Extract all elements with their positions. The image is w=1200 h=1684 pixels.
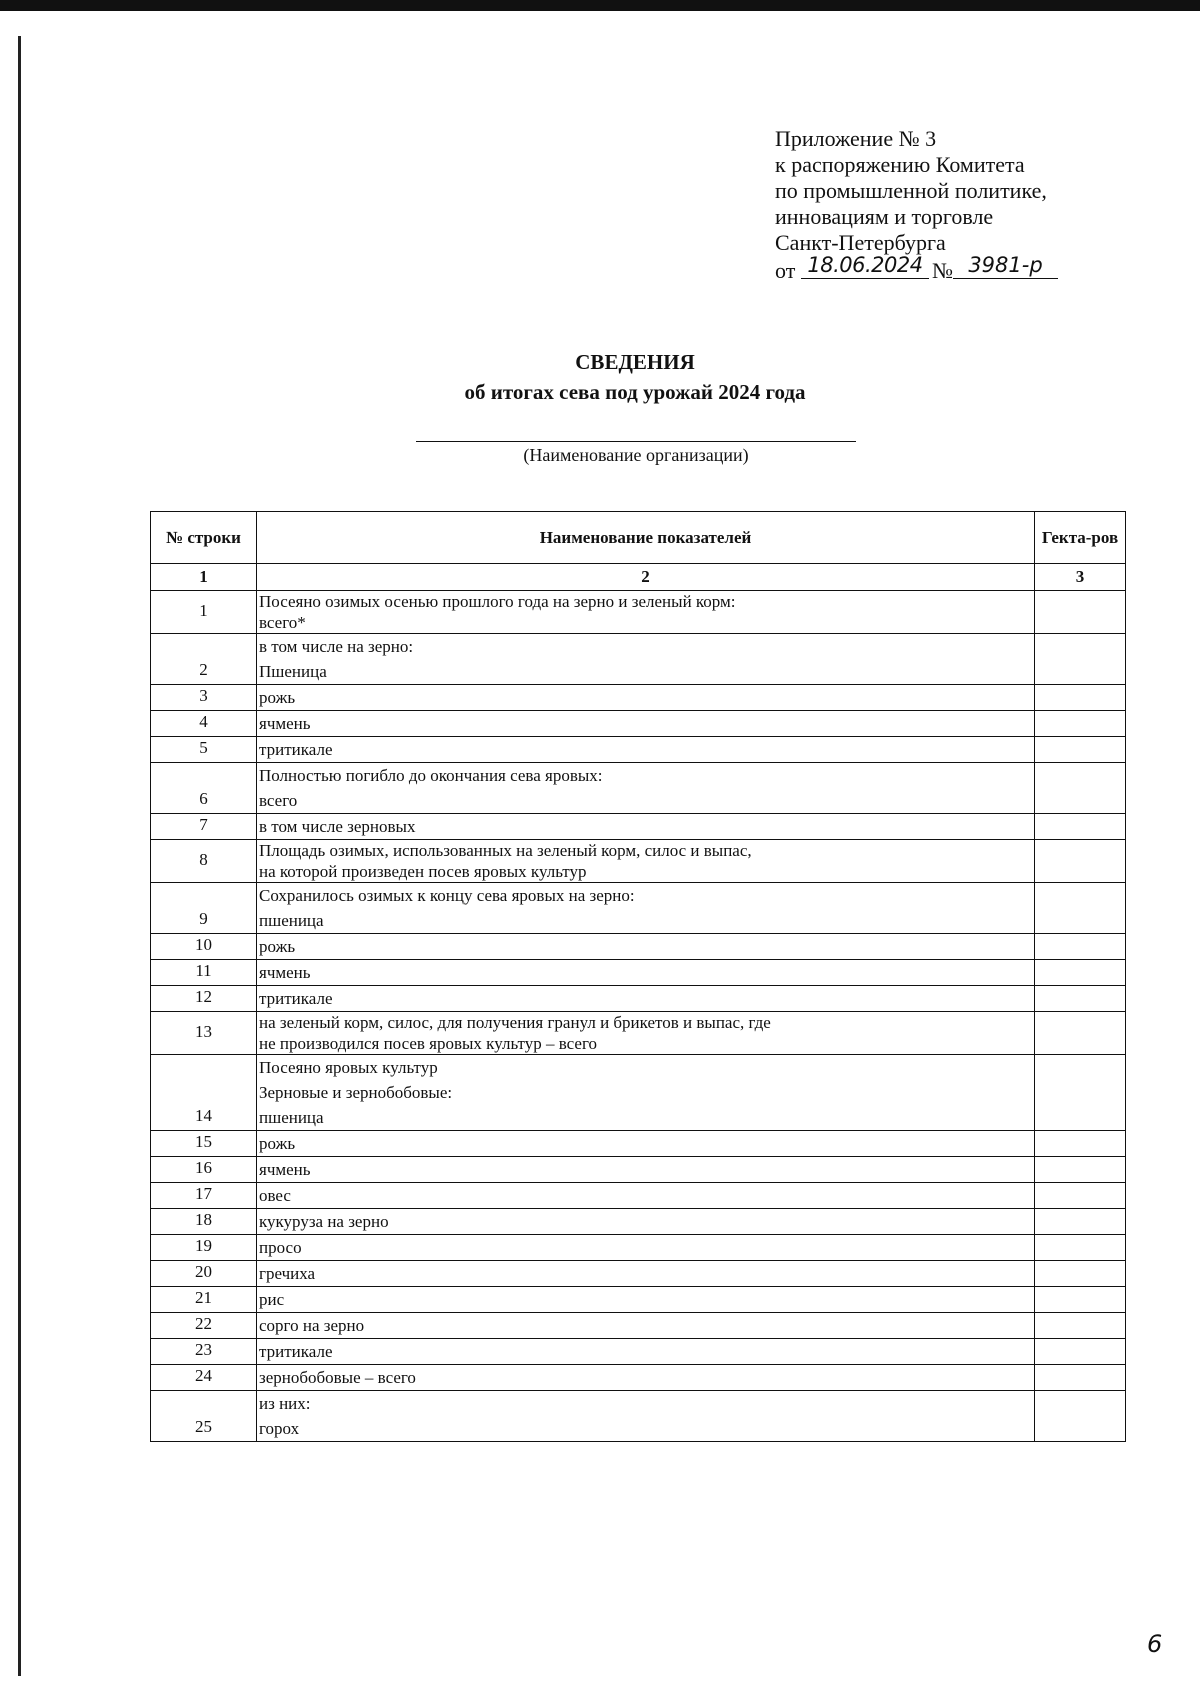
indicator-name [257, 763, 1035, 814]
indicator-line: рис [259, 1290, 285, 1309]
hectares-cell[interactable] [1035, 711, 1126, 737]
indicator-name [257, 1313, 1035, 1339]
row-number: 7 [151, 814, 257, 840]
row-number: 6 [151, 763, 257, 814]
table-row [151, 1391, 1126, 1442]
table-row [151, 840, 1126, 883]
table-row [151, 1365, 1126, 1391]
hectares-cell[interactable] [1035, 1261, 1126, 1287]
row-number: 4 [151, 711, 257, 737]
hectares-cell[interactable] [1035, 763, 1126, 814]
column-number-row [151, 564, 1126, 591]
indicator-name [257, 1183, 1035, 1209]
table-row [151, 1012, 1126, 1055]
table-row [151, 1157, 1126, 1183]
hectares-cell[interactable] [1035, 737, 1126, 763]
hectares-cell[interactable] [1035, 883, 1126, 934]
indicator-line: просо [259, 1238, 302, 1257]
indicator-line: Полностью погибло до окончания сева яровых: [259, 766, 603, 785]
table-row [151, 1261, 1126, 1287]
column-number: 3 [1035, 564, 1126, 591]
indicator-line: сорго на зерно [259, 1316, 365, 1335]
title-line-1: СВЕДЕНИЯ [575, 350, 695, 374]
column-number: 2 [257, 564, 1035, 591]
indicator-name [257, 1287, 1035, 1313]
indicator-name [257, 1055, 1035, 1131]
indicator-line: в том числе зерновых [259, 817, 416, 836]
row-number: 8 [151, 840, 257, 883]
hectares-cell[interactable] [1035, 1287, 1126, 1313]
indicator-name [257, 883, 1035, 934]
table-row [151, 737, 1126, 763]
table-row [151, 1183, 1126, 1209]
hectares-cell[interactable] [1035, 1012, 1126, 1055]
indicator-name [257, 737, 1035, 763]
hectares-cell[interactable] [1035, 814, 1126, 840]
indicator-line: Посеяно озимых осенью прошлого года на зерно и зеленый корм: [259, 592, 736, 611]
indicator-name [257, 634, 1035, 685]
row-number: 2 [151, 634, 257, 685]
table-row [151, 763, 1126, 814]
hectares-cell[interactable] [1035, 1339, 1126, 1365]
indicator-line: тритикале [259, 1342, 333, 1361]
table-row [151, 591, 1126, 634]
indicator-line: Площадь озимых, использованных на зеленый корм, силос и выпас, [259, 841, 752, 860]
table-row [151, 711, 1126, 737]
hectares-cell[interactable] [1035, 685, 1126, 711]
scan-top-border [0, 0, 1200, 11]
row-number: 10 [151, 934, 257, 960]
handwritten-number: 3981-р [953, 252, 1058, 279]
indicator-line: не производился посев яровых культур – всего [259, 1034, 598, 1053]
row-number: 13 [151, 1012, 257, 1055]
indicator-name [257, 960, 1035, 986]
indicator-name [257, 840, 1035, 883]
hectares-cell[interactable] [1035, 986, 1126, 1012]
row-number: 21 [151, 1287, 257, 1313]
hectares-cell[interactable] [1035, 1235, 1126, 1261]
table-row [151, 1131, 1126, 1157]
indicator-line: на которой произведен посев яровых культур [259, 862, 587, 881]
indicator-line: пшеница [259, 911, 324, 930]
indicator-name [257, 1157, 1035, 1183]
indicator-name [257, 934, 1035, 960]
table-row [151, 1235, 1126, 1261]
appendix-line: к распоряжению Комитета [775, 152, 1025, 177]
row-number: 3 [151, 685, 257, 711]
organization-caption: (Наименование организации) [523, 445, 749, 465]
hectares-cell[interactable] [1035, 1209, 1126, 1235]
appendix-line: Санкт-Петербурга [775, 230, 946, 255]
indicator-line: рожь [259, 688, 296, 707]
hectares-cell[interactable] [1035, 1183, 1126, 1209]
appendix-line: по промышленной политике, [775, 178, 1047, 203]
indicator-line: ячмень [259, 1160, 311, 1179]
table-header-row [151, 512, 1126, 564]
row-number: 22 [151, 1313, 257, 1339]
hectares-cell[interactable] [1035, 1131, 1126, 1157]
row-number: 16 [151, 1157, 257, 1183]
indicator-line: рожь [259, 937, 296, 956]
hectares-cell[interactable] [1035, 1055, 1126, 1131]
appendix-line: Приложение № 3 [775, 126, 937, 151]
table-row [151, 1313, 1126, 1339]
handwritten-date: 18.06.2024 [801, 252, 929, 279]
hectares-cell[interactable] [1035, 840, 1126, 883]
indicator-name [257, 1235, 1035, 1261]
row-number: 14 [151, 1055, 257, 1131]
hectares-cell[interactable] [1035, 960, 1126, 986]
sowing-results-table [150, 511, 1126, 1442]
title-line-2: об итогах сева под урожай 2024 года [464, 380, 806, 404]
row-number: 25 [151, 1391, 257, 1442]
indicator-line: ячмень [259, 714, 311, 733]
table-row [151, 1209, 1126, 1235]
indicator-line: на зеленый корм, силос, для получения гранул и брикетов и выпас, где [259, 1013, 771, 1032]
indicator-name [257, 711, 1035, 737]
number-label: № [932, 258, 953, 283]
hectares-cell[interactable] [1035, 934, 1126, 960]
indicator-line: гречиха [259, 1264, 316, 1283]
table-row [151, 986, 1126, 1012]
header-row-no: № строки [151, 512, 257, 564]
indicator-line: всего [259, 791, 298, 810]
indicator-name [257, 1012, 1035, 1055]
table-row [151, 1287, 1126, 1313]
indicator-line: тритикале [259, 989, 333, 1008]
table-row [151, 960, 1126, 986]
row-number: 24 [151, 1365, 257, 1391]
organization-name-line [416, 441, 856, 442]
indicator-name [257, 814, 1035, 840]
document-title [0, 347, 1200, 407]
hectares-cell[interactable] [1035, 1313, 1126, 1339]
indicator-line: в том числе на зерно: [259, 637, 414, 656]
row-number: 18 [151, 1209, 257, 1235]
column-number: 1 [151, 564, 257, 591]
indicator-name [257, 986, 1035, 1012]
scan-left-border [18, 36, 21, 1676]
indicator-name [257, 1209, 1035, 1235]
indicator-name [257, 1261, 1035, 1287]
indicator-line: Зерновые и зернобобовые: [259, 1083, 453, 1102]
row-number: 15 [151, 1131, 257, 1157]
indicator-line: овес [259, 1186, 291, 1205]
row-number: 17 [151, 1183, 257, 1209]
row-number: 19 [151, 1235, 257, 1261]
row-number: 9 [151, 883, 257, 934]
indicator-line: кукуруза на зерно [259, 1212, 389, 1231]
header-hectares: Гекта-ров [1035, 512, 1126, 564]
hectares-cell[interactable] [1035, 1365, 1126, 1391]
row-number: 11 [151, 960, 257, 986]
hectares-cell[interactable] [1035, 591, 1126, 634]
page-number: 6 [1147, 1630, 1163, 1658]
indicator-line: рожь [259, 1134, 296, 1153]
decree-date-number-line [775, 253, 1105, 286]
table-row [151, 685, 1126, 711]
hectares-cell[interactable] [1035, 1391, 1126, 1442]
indicator-name [257, 1131, 1035, 1157]
indicator-name [257, 1391, 1035, 1442]
indicator-line: Посеяно яровых культур [259, 1058, 438, 1077]
row-number: 12 [151, 986, 257, 1012]
table-row [151, 1339, 1126, 1365]
indicator-line: горох [259, 1419, 300, 1438]
indicator-name [257, 1339, 1035, 1365]
indicator-line: зернобобовые – всего [259, 1368, 416, 1387]
hectares-cell[interactable] [1035, 1157, 1126, 1183]
indicator-name [257, 685, 1035, 711]
table-row [151, 814, 1126, 840]
indicator-line: ячмень [259, 963, 311, 982]
from-label: от [775, 258, 796, 283]
row-number: 23 [151, 1339, 257, 1365]
row-number: 5 [151, 737, 257, 763]
indicator-line: Пшеница [259, 662, 327, 681]
indicator-line: всего* [259, 613, 306, 632]
hectares-cell[interactable] [1035, 634, 1126, 685]
table-row [151, 1055, 1126, 1131]
indicator-line: тритикале [259, 740, 333, 759]
indicator-line: Сохранилось озимых к концу сева яровых на зерно: [259, 886, 635, 905]
indicator-name [257, 1365, 1035, 1391]
appendix-block [775, 126, 1105, 286]
indicator-name [257, 591, 1035, 634]
row-number: 1 [151, 591, 257, 634]
appendix-line: инновациям и торговле [775, 204, 994, 229]
indicator-line: пшеница [259, 1108, 324, 1127]
row-number: 20 [151, 1261, 257, 1287]
indicator-line: из них: [259, 1394, 311, 1413]
table-row [151, 883, 1126, 934]
header-indicator: Наименование показателей [257, 512, 1035, 564]
table-row [151, 634, 1126, 685]
table-row [151, 934, 1126, 960]
